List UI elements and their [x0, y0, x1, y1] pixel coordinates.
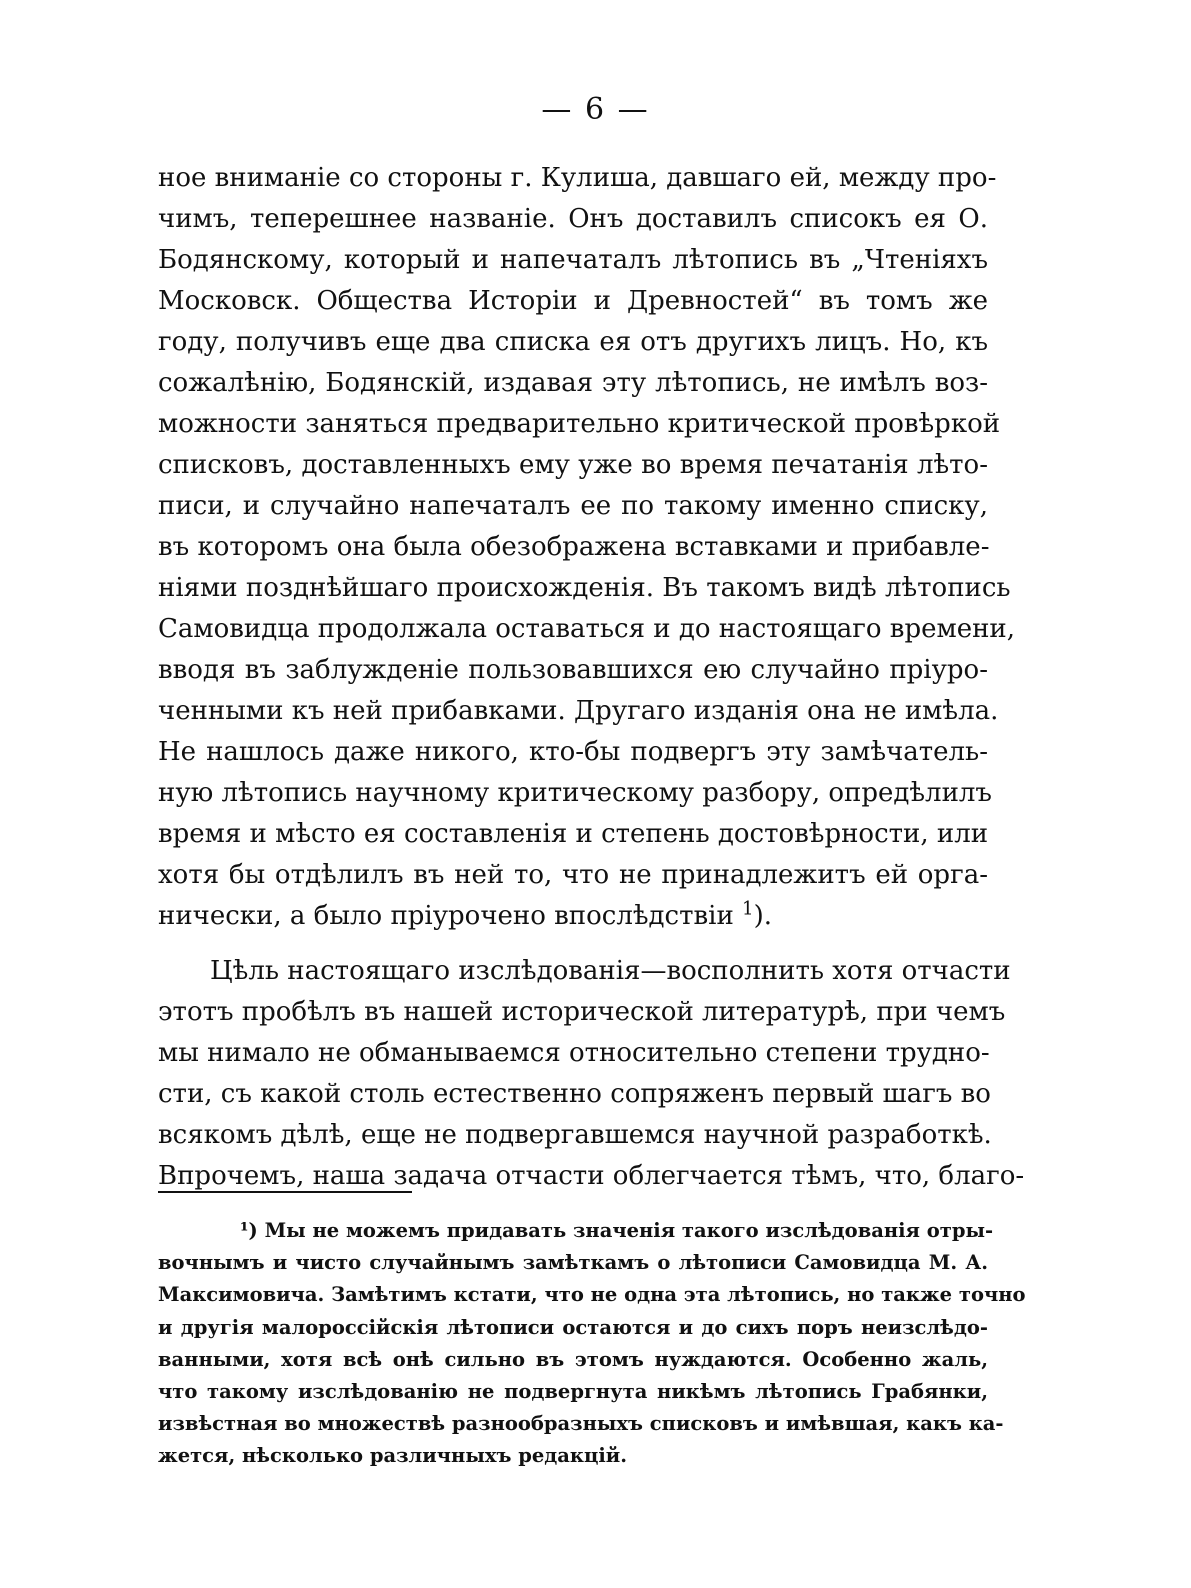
text-line: время и мѣсто ея составленія и степень достовѣрности, или — [158, 819, 989, 849]
footnote-line: что такому изслѣдованію не подвергнута никѣмъ лѣтопись Грабянки, — [158, 1379, 988, 1403]
text-line: ную лѣтопись научному критическому разбору, опредѣлилъ — [158, 778, 992, 808]
footnote-line: извѣстная во множествѣ разнообразныхъ списковъ и имѣвшая, какъ ка- — [158, 1412, 1004, 1436]
text-line: всякомъ дѣлѣ, еще не подвергавшемся научной разработкѣ. — [158, 1120, 992, 1150]
text-line: можности заняться предварительно критической провѣркой — [158, 409, 1001, 439]
text-line: Бодянскому, который и напечаталъ лѣтопись въ „Чтеніяхъ — [158, 245, 988, 275]
text-line: Впрочемъ, наша задача отчасти облегчается тѣмъ, что, благо- — [158, 1161, 1025, 1191]
footnote-line: вочнымъ и чисто случайнымъ замѣткамъ о лѣтописи Самовидца М. А. — [158, 1251, 988, 1275]
text-line: сти, съ какой столь естественно сопряженъ первый шагъ во — [158, 1079, 991, 1109]
text-line: въ которомъ она была обезображена вставками и прибавле- — [158, 532, 990, 562]
paragraph-2 — [158, 951, 1025, 1197]
footnote-line-first — [158, 1215, 994, 1247]
text-line: Самовидца продолжала оставаться и до настоящаго времени, — [158, 614, 1016, 644]
footnote-line: и другія малороссійскія лѣтописи остаются и до сихъ поръ неизслѣдо- — [158, 1315, 988, 1339]
footnote-line: Максимовича. Замѣтимъ кстати, что не одна эта лѣтопись, но также точно — [158, 1283, 1026, 1307]
text-line: нически, а было пріурочено впослѣдствіи — [158, 901, 734, 931]
text-line: писи, и случайно напечаталъ ее по такому именно списку, — [158, 491, 988, 521]
text-line: ное вниманіе со стороны г. Кулиша, давшаго ей, между про- — [158, 163, 997, 193]
text-line: ченными къ ней прибавками. Другаго изданія она не имѣла. — [158, 696, 999, 726]
footnote-line: жется, нѣсколько различныхъ редакцій. — [158, 1444, 628, 1468]
text-line: хотя бы отдѣлилъ въ ней то, что не принадлежитъ ей орга- — [158, 860, 988, 890]
footnote-reference: 1 — [742, 898, 754, 920]
text-line: ніями позднѣйшаго происхожденія. Въ такомъ видѣ лѣтопись — [158, 573, 1011, 603]
footnote-marker: ¹) — [240, 1219, 258, 1242]
text-line: вводя въ заблужденіе пользовавшихся ею случайно пріуро- — [158, 655, 988, 685]
text-line: списковъ, доставленныхъ ему уже во время печатанія лѣто- — [158, 450, 988, 480]
page-number: — 6 — — [541, 92, 650, 127]
text-line: сожалѣнію, Бодянскій, издавая эту лѣтопись, не имѣлъ воз- — [158, 368, 988, 398]
footnote-line: ванными, хотя всѣ онѣ сильно въ этомъ нуждаются. Особенно жаль, — [158, 1347, 988, 1371]
text-line: Московск. Общества Исторіи и Древностей“ въ томъ же — [158, 286, 988, 316]
text-line: этотъ пробѣлъ въ нашей исторической литературѣ, при чемъ — [158, 997, 1006, 1027]
text-line: чимъ, теперешнее названіе. Онъ доставилъ списокъ ея О. — [158, 204, 988, 234]
text-line: году, получивъ еще два списка ея отъ другихъ лицъ. Но, къ — [158, 327, 988, 357]
footnote-line: Мы не можемъ придавать значенія такого изслѣдованія отры- — [264, 1219, 994, 1242]
body-text — [158, 158, 1025, 1197]
footnote-reference-close: ). — [753, 901, 773, 931]
text-line: Цѣль настоящаго изслѣдованія—восполнить хотя отчасти — [210, 956, 1011, 986]
text-line: мы нимало не обманываемся относительно степени трудно- — [158, 1038, 990, 1068]
text-line-last — [158, 896, 988, 937]
paragraph-1 — [158, 158, 1016, 937]
footnote-divider — [158, 1191, 412, 1193]
footnote — [158, 1215, 1026, 1473]
text-line: Не нашлось даже никого, кто-бы подвергъ эту замѣчатель- — [158, 737, 988, 767]
